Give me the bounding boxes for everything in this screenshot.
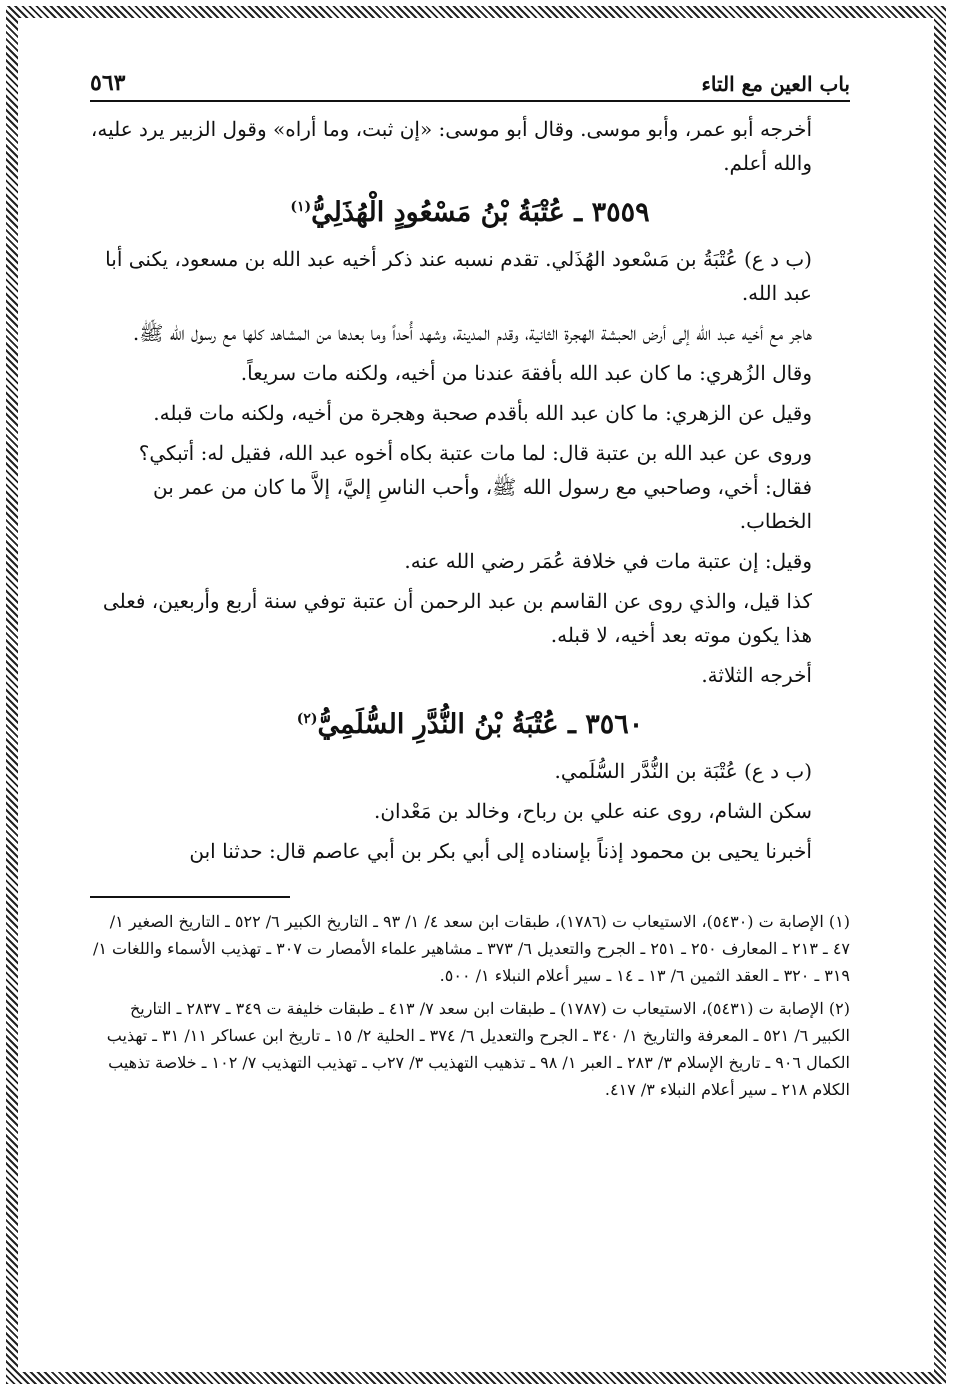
page-number: ٥٦٣ <box>90 70 126 96</box>
paragraph: (ب د ع) عُتْبَةُ بن مَسْعود الهُذَلي. تقدم نسبه عند ذكر أخيه عبد الله بن مسعود، يكنى أبا عبد الله. <box>105 247 812 305</box>
footnote: (١) الإصابة ت (٥٤٣٠)، الاستيعاب ت (١٧٨٦)، طبقات ابن سعد ٤/ ١/ ٩٣ ـ التاريخ الكبير ٦/ ٥٢٢ ـ التاريخ الصغير ١/ ٤٧ ـ ٢١٣ ـ المعارف ٢٥٠ ـ ٢٥١ ـ الجرح والتعديل ٦/ ٣٧٣ ـ مشاهير علماء الأمصار ت ٣٠٧ ـ تهذيب الأسماء واللغات ١/ ٣١٩ ـ ٣٢٠ ـ العقد الثمين ٦/ ١٣ ـ ١٤ ـ سير أعلام النبلاء ١/ ٥٠٠. <box>92 912 850 985</box>
running-head: باب العين مع التاء <box>701 72 850 96</box>
paragraph: هاجر مع أخيه عبد الله إلى أرض الحبشة الهجرة الثانية، وقدم المدينة، وشهد أُحداً وما بعدها من المشاهد كلها مع رسول الله ﷺ. <box>132 321 812 345</box>
paragraph: وقيل عن الزهري: ما كان عبد الله بأقدم صحبة وهجرة من أخيه، ولكنه مات قبله. <box>153 401 812 425</box>
footnote-marker: (١) <box>290 199 312 215</box>
entry-title <box>90 698 850 746</box>
entry-title-text: ٣٥٥٩ ـ عُتْبَةُ بْنُ مَسْعُودٍ الْهُذَلِيُّ <box>311 197 650 228</box>
footnote: (٢) الإصابة ت (٥٤٣١)، الاستيعاب ت (١٧٨٧) ـ طبقات ابن سعد ٧/ ٤١٣ ـ طبقات خليفة ت ٣٤٩ ـ ٢٨٣٧ ـ التاريخ الكبير ٦/ ٥٢١ ـ المعرفة والتاريخ ١/ ٣٤٠ ـ الجرح والتعديل ٦/ ٣٧٤ ـ الحلية ٢/ ١٥ ـ تاريخ ابن عساكر ١١/ ٣١ ـ تهذيب الكمال ٩٠٦ ـ تاريخ الإسلام ٣/ ٢٨٣ ـ العبر ١/ ٩٨ ـ تذهيب التهذيب ٣/ ٢٧ب ـ تهذيب التهذيب ٧/ ١٠٢ ـ خلاصة تذهيب الكلام ٢١٨ ـ سير أعلام النبلاء ٣/ ٤١٧. <box>106 999 850 1099</box>
entry-title-text: ٣٥٦٠ ـ عُتْبَةُ بْنُ النُّدَّرِ السُّلَمِيُّ <box>317 709 644 740</box>
paragraph: أخرجه الثلاثة. <box>701 663 812 687</box>
paragraph: وقال الزُهري: ما كان عبد الله بأفقهَ عندنا من أخيه، ولكنه مات سريعاً. <box>240 361 812 385</box>
footnote-marker: (٢) <box>296 711 318 727</box>
paragraph: كذا قيل، والذي روى عن القاسم بن عبد الرحمن أن عتبة توفي سنة أربع وأربعين، فعلى هذا يكون موته بعد أخيه، لا قبله. <box>102 589 812 647</box>
page-header <box>90 40 850 102</box>
paragraph: (ب د ع) عُتْبَة بن النُّدَّر السُّلَمي. <box>554 759 812 783</box>
paragraph: وقيل: إن عتبة مات في خلافة عُمَر رضي الله عنه. <box>404 549 812 573</box>
paragraph: وروى عن عبد الله بن عتبة قال: لما مات عتبة بكاه أخوه عبد الله، فقيل له: أتبكي؟ فقال: أخي، وصاحبي مع رسول الله ﷺ، وأحب الناسِ إليَّ، إلاَّ ما كان من عمر بن الخطاب. <box>138 441 812 533</box>
paragraph: أخبرنا يحيى بن محمود إذناً بإسناده إلى أبي بكر بن أبي عاصم قال: حدثنا ابن <box>189 839 812 863</box>
footnote-separator <box>90 896 290 898</box>
paragraph: أخرجه أبو عمر، وأبو موسى. وقال أبو موسى: «إن ثبت، وما أراه» وقول الزبير يرد عليه، والله أعلم. <box>90 117 812 175</box>
book-page <box>90 40 850 1340</box>
entry-title <box>90 186 850 234</box>
paragraph: سكن الشام، روى عنه علي بن رباح، وخالد بن مَعْدان. <box>374 799 812 823</box>
